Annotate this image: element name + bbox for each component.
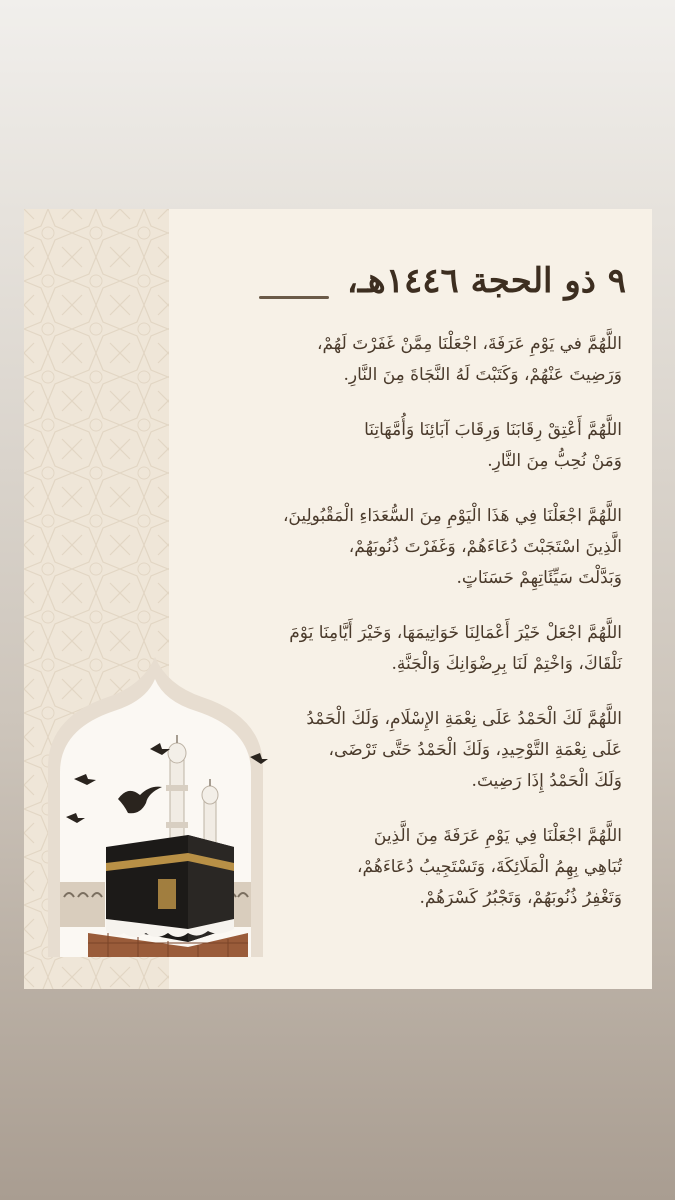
dua-card (24, 209, 652, 989)
dua-paragraph (192, 329, 622, 391)
dua-line: عَلَى نِعْمَةِ التَّوْحِيدِ، وَلَكَ الْحَمْدُ حَتَّى تَرْضَى، (328, 740, 622, 760)
kaaba-icon (38, 657, 273, 957)
dua-line: وَمَنْ نُحِبُّ مِنَ النَّارِ. (487, 451, 622, 471)
dua-line: وَلَكَ الْحَمْدُ إِذَا رَضِيتَ. (471, 771, 622, 791)
dua-line: تُبَاهِي بِهِمُ الْمَلَائِكَةَ، وَتَسْتَجِيبُ دُعَاءَهُمْ، (357, 857, 622, 877)
dua-line: وَتَغْفِرُ ذُنُوبَهُمْ، وَتَجْبُرُ كَسْرَهُمْ. (419, 888, 622, 908)
dua-line: وَرَضِيتَ عَنْهُمْ، وَكَتَبْتَ لَهُ النَّجَاةَ مِنَ النَّارِ. (343, 365, 622, 385)
dua-line: اللَّهُمَّ اجْعَلْنَا فِي يَوْمِ عَرَفَةَ مِنَ الَّذِينَ (373, 826, 622, 846)
dua-line: اللَّهُمَّ لَكَ الْحَمْدُ عَلَى نِعْمَةِ الإِسْلَامِ، وَلَكَ الْحَمْدُ (306, 709, 622, 729)
dua-paragraph (192, 501, 622, 594)
dua-line: الَّذِينَ اسْتَجَبْتَ دُعَاءَهُمْ، وَغَفَرْتَ ذُنُوبَهُمْ، (348, 537, 622, 557)
dua-paragraph (192, 415, 622, 477)
dua-line: اللَّهُمَّ اجْعَلْ خَيْرَ أَعْمَالِنَا خَوَاتِيمَهَا، وَخَيْرَ أَيَّامِنَا يَوْمَ (289, 623, 622, 643)
dua-line: وَبَدَّلْتَ سَيِّئَاتِهِمْ حَسَنَاتٍ. (456, 568, 622, 588)
dua-line: اللَّهُمَّ في يَوْمِ عَرَفَةَ، اجْعَلْنَا مِمَّنْ غَفَرْتَ لَهُمْ، (316, 334, 622, 354)
dua-line: نَلْقَاكَ، وَاخْتِمْ لَنَا بِرِضْوَانِكَ وَالْجَنَّةِ. (391, 654, 622, 674)
page-title: ٩ ذو الحجة ١٤٤٦هـ، (346, 261, 626, 301)
kaaba-illustration (38, 657, 273, 957)
dua-line: اللَّهُمَّ اجْعَلْنَا فِي هَذَا الْيَوْمِ مِنَ السُّعَدَاءِ الْمَقْبُولِينَ، (282, 506, 622, 526)
title-underline (259, 296, 329, 299)
dua-line: اللَّهُمَّ أَعْتِقْ رِقَابَنَا وَرِقَابَ آبَائِنَا وَأُمَّهَاتِنَا (364, 420, 622, 440)
